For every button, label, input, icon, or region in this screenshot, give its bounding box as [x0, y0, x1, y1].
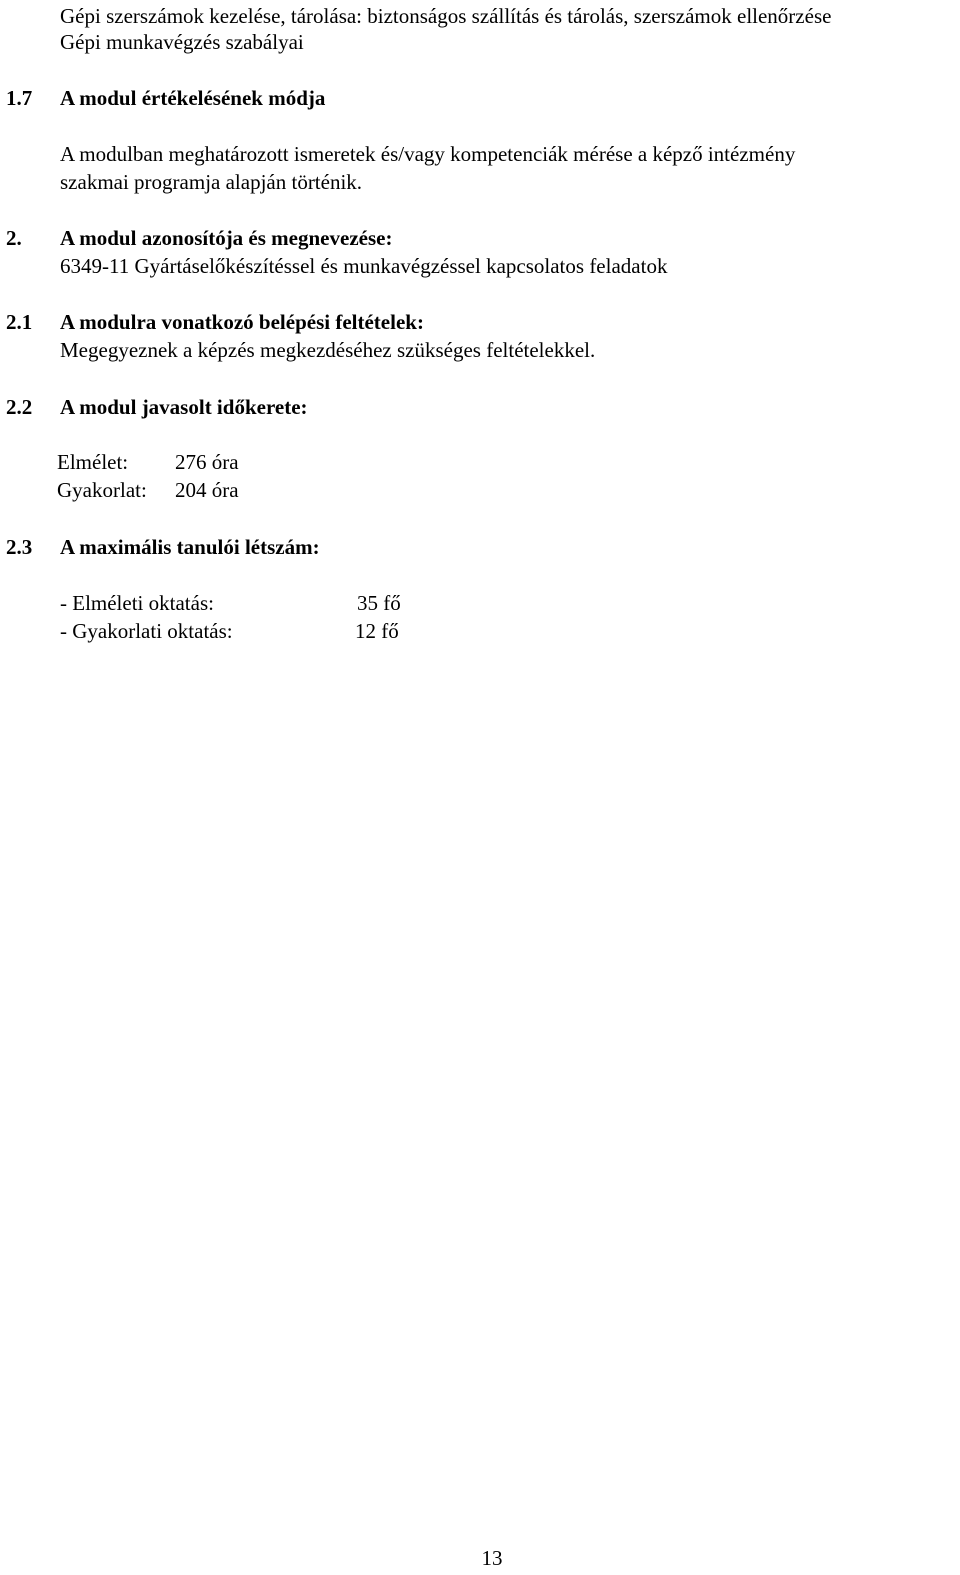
section-2-1-number: 2.1 — [6, 310, 33, 334]
section-2-title: A modul azonosítója és megnevezése: — [60, 226, 393, 250]
section-2-body: 6349-11 Gyártáselőkészítéssel és munkavégzéssel kapcsolatos feladatok — [60, 254, 668, 278]
section-2-3-title: A maximális tanulói létszám: — [60, 535, 320, 559]
timeframe-value: 276 óra — [175, 450, 239, 474]
section-2-2-number: 2.2 — [6, 395, 33, 419]
headcount-label: - Gyakorlati oktatás: — [60, 619, 233, 643]
section-1-7-body-line-1: A modulban meghatározott ismeretek és/vagy kompetenciák mérése a képző intézmény — [60, 142, 796, 166]
headcount-value: 35 fő — [357, 591, 401, 615]
timeframe-label: Gyakorlat: — [57, 478, 147, 502]
section-2-1-title: A modulra vonatkozó belépési feltételek: — [60, 310, 424, 334]
intro-line-2: Gépi munkavégzés szabályai — [60, 30, 304, 54]
timeframe-label: Elmélet: — [57, 450, 129, 474]
section-2-1-body: Megegyeznek a képzés megkezdéséhez szükséges feltételekkel. — [60, 338, 596, 362]
section-2-number: 2. — [6, 226, 22, 250]
section-1-7-body-line-2: szakmai programja alapján történik. — [60, 170, 363, 194]
headcount-value: 12 fő — [355, 619, 399, 643]
section-1-7-title: A modul értékelésének módja — [60, 86, 326, 110]
section-2-2-title: A modul javasolt időkerete: — [60, 395, 308, 419]
section-2-3-number: 2.3 — [6, 535, 33, 559]
intro-line-1: Gépi szerszámok kezelése, tárolása: biztonságos szállítás és tárolás, szerszámok ellenőrzése — [60, 4, 832, 28]
section-1-7-number: 1.7 — [6, 86, 33, 110]
timeframe-value: 204 óra — [175, 478, 239, 502]
headcount-label: - Elméleti oktatás: — [60, 591, 214, 615]
page-number: 13 — [481, 1546, 503, 1570]
